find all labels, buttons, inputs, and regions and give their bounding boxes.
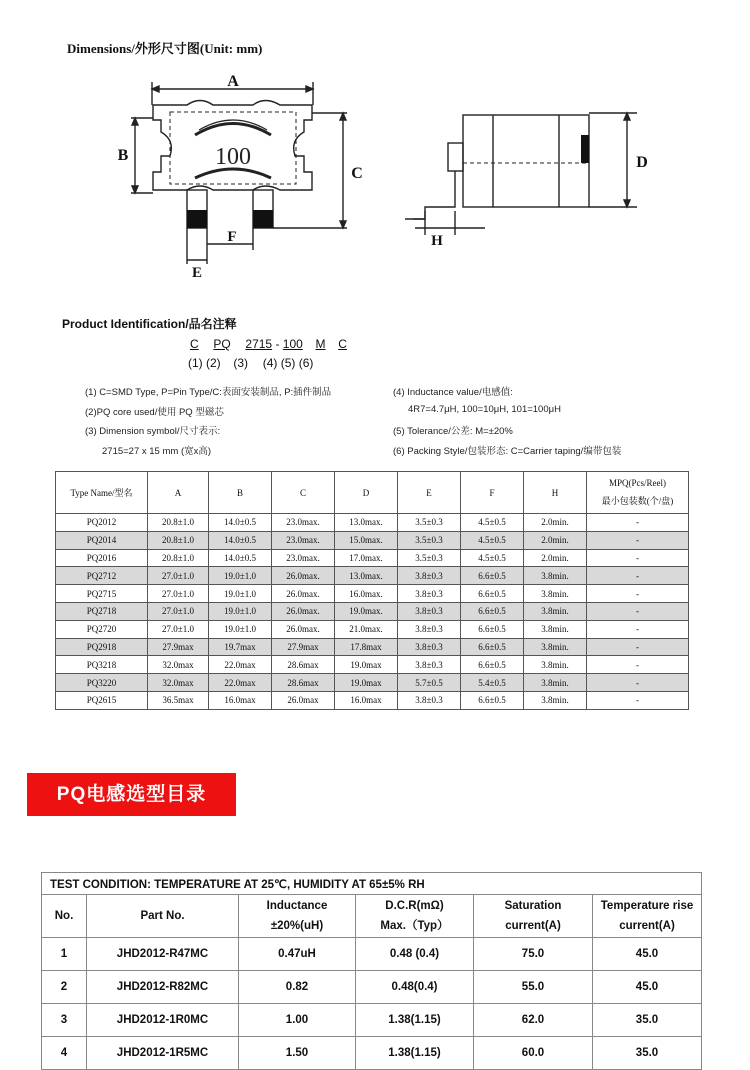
table-cell: 3.8min. xyxy=(524,585,587,603)
table-cell: 19.0±1.0 xyxy=(209,585,272,603)
table-row xyxy=(42,1004,702,1037)
table-cell: 19.0±1.0 xyxy=(209,602,272,620)
table-cell: 27.0±1.0 xyxy=(148,567,209,585)
table-cell: 3.8min. xyxy=(524,602,587,620)
table-cell: 23.0max. xyxy=(272,514,335,532)
table-cell: 1.00 xyxy=(239,1004,356,1037)
table-cell: 45.0 xyxy=(593,938,702,971)
table-cell: 3.8min. xyxy=(524,691,587,709)
table-row xyxy=(56,602,689,620)
spec-col-header-line1: Saturation xyxy=(504,900,562,912)
table-cell: 2 xyxy=(42,971,87,1004)
code-index: (6) xyxy=(298,356,314,370)
table-cell: 3.8±0.3 xyxy=(398,638,461,656)
spec-col-header-line1: D.C.R(mΩ) xyxy=(385,900,444,912)
dim-label-a: A xyxy=(227,73,239,90)
table-cell: 45.0 xyxy=(593,971,702,1004)
table-cell: 6.6±0.5 xyxy=(461,638,524,656)
spec-col-header xyxy=(42,895,87,938)
table-cell: 26.0max. xyxy=(272,585,335,603)
table-cell: 60.0 xyxy=(474,1037,593,1070)
table-row xyxy=(42,938,702,971)
code-part: M xyxy=(315,337,326,351)
table-cell: - xyxy=(587,567,689,585)
table-row xyxy=(56,691,689,709)
catalog-banner: PQ电感选型目录 xyxy=(27,773,236,816)
table-cell: 14.0±0.5 xyxy=(209,514,272,532)
table-cell: - xyxy=(587,674,689,692)
spec-col-header-line2: current(A) xyxy=(619,920,675,932)
code-index: (1) xyxy=(188,356,203,370)
table-cell: 3.8±0.3 xyxy=(398,585,461,603)
table-cell: 3.8±0.3 xyxy=(398,656,461,674)
code-part: C xyxy=(338,337,347,351)
table-cell: 3 xyxy=(42,1004,87,1037)
table-cell: 1.50 xyxy=(239,1037,356,1070)
front-view-drawing xyxy=(95,60,370,285)
table-cell: JHD2012-1R0MC xyxy=(87,1004,239,1037)
spec-col-header-line2: current(A) xyxy=(505,920,561,932)
table-row xyxy=(56,585,689,603)
table-cell: 20.8±1.0 xyxy=(148,549,209,567)
spec-col-header-line2: ±20%(uH) xyxy=(270,920,324,932)
table-cell: PQ2715 xyxy=(56,585,148,603)
table-cell: 3.8min. xyxy=(524,620,587,638)
col-header: Type Name/型名 xyxy=(56,472,148,514)
table-cell: 22.0max xyxy=(209,656,272,674)
table-row xyxy=(56,620,689,638)
code-index: (5) xyxy=(280,356,296,370)
table-cell: 27.0±1.0 xyxy=(148,602,209,620)
dim-label-h: H xyxy=(431,233,443,249)
table-cell: 2.0min. xyxy=(524,531,587,549)
code-index: (3) xyxy=(233,356,249,370)
table-cell: 35.0 xyxy=(593,1004,702,1037)
table-cell: PQ3218 xyxy=(56,656,148,674)
table-row xyxy=(42,1037,702,1070)
table-cell: - xyxy=(587,531,689,549)
table-cell: 22.0max xyxy=(209,674,272,692)
table-cell: PQ2012 xyxy=(56,514,148,532)
table-cell: 6.6±0.5 xyxy=(461,602,524,620)
table-cell: 14.0±0.5 xyxy=(209,549,272,567)
table-row xyxy=(42,971,702,1004)
table-cell: - xyxy=(587,691,689,709)
note-left-2: (2)PQ core used/使用 PQ 型磁芯 xyxy=(85,407,224,418)
table-cell: 4.5±0.5 xyxy=(461,531,524,549)
table-cell: 26.0max. xyxy=(272,620,335,638)
table-cell: 2.0min. xyxy=(524,514,587,532)
dim-label-c: C xyxy=(351,165,363,182)
col-header-mpq xyxy=(587,472,689,514)
table-cell: 75.0 xyxy=(474,938,593,971)
table-cell: 27.9max xyxy=(272,638,335,656)
table-cell: 0.48(0.4) xyxy=(356,971,474,1004)
table-cell: 26.0max xyxy=(272,691,335,709)
spec-col-header xyxy=(239,895,356,938)
table-cell: PQ2016 xyxy=(56,549,148,567)
table-cell: 23.0max. xyxy=(272,531,335,549)
table-cell: JHD2012-R82MC xyxy=(87,971,239,1004)
table-cell: 20.8±1.0 xyxy=(148,514,209,532)
spec-col-header xyxy=(356,895,474,938)
table-cell: 3.8±0.3 xyxy=(398,691,461,709)
dim-label-f: F xyxy=(227,229,237,245)
mpq-header-line2: 最小包装数(个/盘) xyxy=(601,496,674,506)
dim-label-e: E xyxy=(191,265,203,281)
table-cell: - xyxy=(587,602,689,620)
table-cell: - xyxy=(587,549,689,567)
note-left-3: (3) Dimension symbol/尺寸表示: xyxy=(85,426,221,437)
table-cell: 4.5±0.5 xyxy=(461,514,524,532)
note-left-4: 2715=27 x 15 mm (宽x高) xyxy=(102,446,212,457)
code-part: PQ xyxy=(213,337,231,351)
table-cell: 26.0max. xyxy=(272,602,335,620)
table-cell: 6.6±0.5 xyxy=(461,691,524,709)
table-cell: 21.0max. xyxy=(335,620,398,638)
test-condition: TEST CONDITION: TEMPERATURE AT 25℃, HUMIDITY AT 65±5% RH xyxy=(42,873,702,895)
spec-col-header-line1: Inductance xyxy=(266,900,328,912)
table-cell: 3.8min. xyxy=(524,674,587,692)
code-index: (2) xyxy=(206,356,221,370)
table-cell: JHD2012-1R5MC xyxy=(87,1037,239,1070)
col-header: E xyxy=(398,472,461,514)
table-cell: 19.7max xyxy=(209,638,272,656)
table-cell: 27.0±1.0 xyxy=(148,585,209,603)
note-right-1: (4) Inductance value/电感值: xyxy=(393,387,513,398)
spec-col-header xyxy=(474,895,593,938)
table-cell: 3.8±0.3 xyxy=(398,602,461,620)
table-cell: PQ2615 xyxy=(56,691,148,709)
note-left-1: (1) C=SMD Type, P=Pin Type/C:表面安装制品, P:插件制品 xyxy=(85,387,332,398)
table-cell: 19.0±1.0 xyxy=(209,567,272,585)
table-cell: 3.8min. xyxy=(524,567,587,585)
note-right-3: (5) Tolerance/公差: M=±20% xyxy=(393,426,513,437)
table-cell: 1.38(1.15) xyxy=(356,1004,474,1037)
spec-col-header-line1: Temperature rise xyxy=(600,900,694,912)
table-cell: 4 xyxy=(42,1037,87,1070)
product-code xyxy=(190,337,347,351)
table-cell: 16.0max xyxy=(335,691,398,709)
table-cell: 3.8±0.3 xyxy=(398,567,461,585)
table-row xyxy=(56,567,689,585)
part-marking: 100 xyxy=(215,144,251,170)
table-cell: 6.6±0.5 xyxy=(461,656,524,674)
col-header: F xyxy=(461,472,524,514)
col-header: H xyxy=(524,472,587,514)
table-cell: 13.0max. xyxy=(335,514,398,532)
table-cell: PQ2014 xyxy=(56,531,148,549)
table-cell: 36.5max xyxy=(148,691,209,709)
spec-col-header-line2: Max.（Typ） xyxy=(380,920,449,932)
type-dimension-table xyxy=(55,471,689,710)
table-cell: 6.6±0.5 xyxy=(461,567,524,585)
table-cell: 1.38(1.15) xyxy=(356,1037,474,1070)
table-cell: 20.8±1.0 xyxy=(148,531,209,549)
table-cell: - xyxy=(587,585,689,603)
table-cell: - xyxy=(587,514,689,532)
table-cell: - xyxy=(587,620,689,638)
table-cell: 13.0max. xyxy=(335,567,398,585)
code-part: - xyxy=(275,337,280,351)
table-cell: 28.6max xyxy=(272,674,335,692)
product-code-indexes xyxy=(188,356,313,370)
note-right-2: 4R7=4.7μH, 100=10μH, 101=100μH xyxy=(408,404,561,415)
table-cell: 62.0 xyxy=(474,1004,593,1037)
spec-col-header xyxy=(87,895,239,938)
spec-col-header-line1: Part No. xyxy=(140,910,185,922)
table-cell: JHD2012-R47MC xyxy=(87,938,239,971)
table-row xyxy=(56,531,689,549)
table-cell: 19.0±1.0 xyxy=(209,620,272,638)
note-right-4: (6) Packing Style/包装形态: C=Carrier taping/编带包装 xyxy=(393,446,622,457)
table-cell: PQ2712 xyxy=(56,567,148,585)
table-cell: PQ2718 xyxy=(56,602,148,620)
table-cell: 55.0 xyxy=(474,971,593,1004)
table-cell: PQ2918 xyxy=(56,638,148,656)
code-index: (4) xyxy=(262,356,278,370)
table-cell: 5.7±0.5 xyxy=(398,674,461,692)
table-cell: PQ3220 xyxy=(56,674,148,692)
table-cell: 28.6max xyxy=(272,656,335,674)
table-cell: 23.0max. xyxy=(272,549,335,567)
table-cell: 15.0max. xyxy=(335,531,398,549)
table-cell: 3.8min. xyxy=(524,656,587,674)
table-cell: 14.0±0.5 xyxy=(209,531,272,549)
code-part: 2715 xyxy=(245,337,273,351)
table-cell: 16.0max. xyxy=(335,585,398,603)
table-cell: 1 xyxy=(42,938,87,971)
table-cell: 17.8max xyxy=(335,638,398,656)
col-header: D xyxy=(335,472,398,514)
table-cell: 0.82 xyxy=(239,971,356,1004)
table-cell: - xyxy=(587,638,689,656)
table-cell: 19.0max xyxy=(335,656,398,674)
product-id-title: Product Identification/品名注释 xyxy=(62,317,237,331)
side-view-drawing xyxy=(385,95,660,255)
table-cell: 0.47uH xyxy=(239,938,356,971)
table-cell: 17.0max. xyxy=(335,549,398,567)
table-cell: 2.0min. xyxy=(524,549,587,567)
code-part: 100 xyxy=(282,337,303,351)
table-row xyxy=(56,549,689,567)
table-cell: 0.48 (0.4) xyxy=(356,938,474,971)
table-cell: 3.8±0.3 xyxy=(398,620,461,638)
table-cell: 5.4±0.5 xyxy=(461,674,524,692)
dimensions-title: Dimensions/外形尺寸图(Unit: mm) xyxy=(67,41,263,56)
table-cell: 32.0max xyxy=(148,674,209,692)
table-row xyxy=(56,674,689,692)
col-header: C xyxy=(272,472,335,514)
inductor-spec-table xyxy=(41,872,702,1070)
table-cell: 32.0max xyxy=(148,656,209,674)
table-cell: 4.5±0.5 xyxy=(461,549,524,567)
spec-col-header xyxy=(593,895,702,938)
table-cell: 19.0max xyxy=(335,674,398,692)
table-row xyxy=(56,638,689,656)
table-cell: 16.0max xyxy=(209,691,272,709)
table-row xyxy=(56,514,689,532)
mpq-header-line1: MPQ(Pcs/Reel) xyxy=(609,478,666,488)
col-header: B xyxy=(209,472,272,514)
table-cell: 6.6±0.5 xyxy=(461,585,524,603)
table-cell: 35.0 xyxy=(593,1037,702,1070)
table-cell: 3.5±0.3 xyxy=(398,549,461,567)
table-cell: 3.8min. xyxy=(524,638,587,656)
table-cell: PQ2720 xyxy=(56,620,148,638)
dim-label-b: B xyxy=(117,147,129,164)
code-part: C xyxy=(190,337,199,351)
table-cell: 19.0max. xyxy=(335,602,398,620)
dim-label-d: D xyxy=(636,154,648,171)
table-row xyxy=(56,656,689,674)
table-cell: 27.9max xyxy=(148,638,209,656)
table-cell: 3.5±0.3 xyxy=(398,531,461,549)
col-header: A xyxy=(148,472,209,514)
table-cell: 27.0±1.0 xyxy=(148,620,209,638)
table-cell: - xyxy=(587,656,689,674)
table-cell: 3.5±0.3 xyxy=(398,514,461,532)
table-cell: 6.6±0.5 xyxy=(461,620,524,638)
spec-col-header-line1: No. xyxy=(54,910,74,922)
table-cell: 26.0max. xyxy=(272,567,335,585)
